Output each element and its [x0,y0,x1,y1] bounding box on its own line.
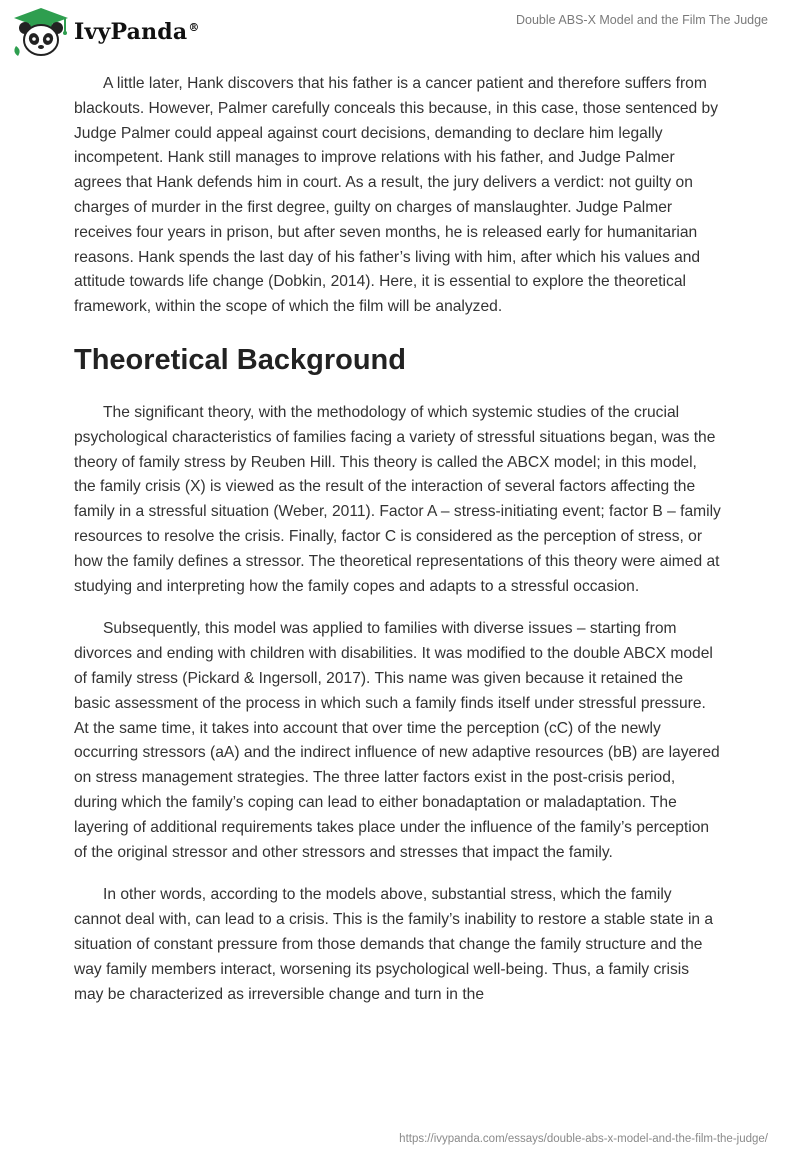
paragraph-abcx-model: The significant theory, with the methodology of which systemic studies of the crucial psychological characteristics of families facing a variety of stressful situations began, was the theory of family stress by Reuben Hill. This theory is called the ABCX model; in this model, the family crisis (X) is viewed as the result of the interaction of several factors affecting the family in a stressful situation (Weber, 2011). Factor A – stress-initiating event; factor B – family resources to resolve the crisis. Finally, factor C is considered as the perception of stress, or how the family defines a stressor. The theoretical representations of this theory were aimed at studying and interpreting how the family copes and adapts to a stressful occasion. [74,403,721,595]
document-title: Double ABS-X Model and the Film The Judge [516,13,768,27]
source-url[interactable]: https://ivypanda.com/essays/double-abs-x-model-and-the-film-the-judge/ [399,1133,768,1145]
section-heading-theoretical-background: Theoretical Background [74,343,406,376]
paragraph-family-crisis: In other words, according to the models above, substantial stress, which the family cannot deal with, can lead to a crisis. This is the family’s inability to restore a stable state in a situation of constant pressure from those demands that change the family structure and the way family members interact, worsening its psychological well-being. Thus, a family crisis may be characterized as irreversible change and turn in the [74,886,714,1003]
ivypanda-logo[interactable] [10,6,200,58]
paragraph-hank-father: A little later, Hank discovers that his father is a cancer patient and therefore suffers from blackouts. However, Palmer carefully conceals this because, in this case, those sentenced by Judge Palmer could appeal against court decisions, demanding to declare him legally incompetent. Hank still manages to improve relations with his father, and Judge Palmer agrees that Hank defends him in court. As a result, the jury delivers a verdict: not guilty on charges of murder in the first degree, guilty on charges of manslaughter. Judge Palmer receives four years in prison, but after seven months, he is released early for humanitarian reasons. Hank spends the last day of his father’s living with him, after which his values and attitude towards life change (Dobkin, 2014). Here, it is essential to explore the theoretical framework, within the scope of which the film will be analyzed. [74,75,719,316]
paragraph-double-abcx: Subsequently, this model was applied to families with diverse issues – starting from divorces and ending with children with disabilities. It was modified to the double ABCX model of family stress (Pickard & Ingersoll, 2017). This name was given because it retained the basic assessment of the process in which such a family finds itself under stressful pressure. At the same time, it takes into account that over time the perception (cC) of the newly occurring stressors (aA) and the indirect influence of new adaptive resources (bB) are layered on stress management strategies. The three latter factors exist in the post-crisis period, during which the family’s coping can lead to either bonadaptation or maladaptation. The layering of additional requirements takes place under the influence of the family’s perception of the original stressor and other stressors and stresses that impact the family. [74,620,720,861]
brand-name: IvyPanda® [74,19,200,45]
essay-content [74,72,722,1025]
panda-graduate-icon [10,6,72,58]
page-header [0,0,800,62]
